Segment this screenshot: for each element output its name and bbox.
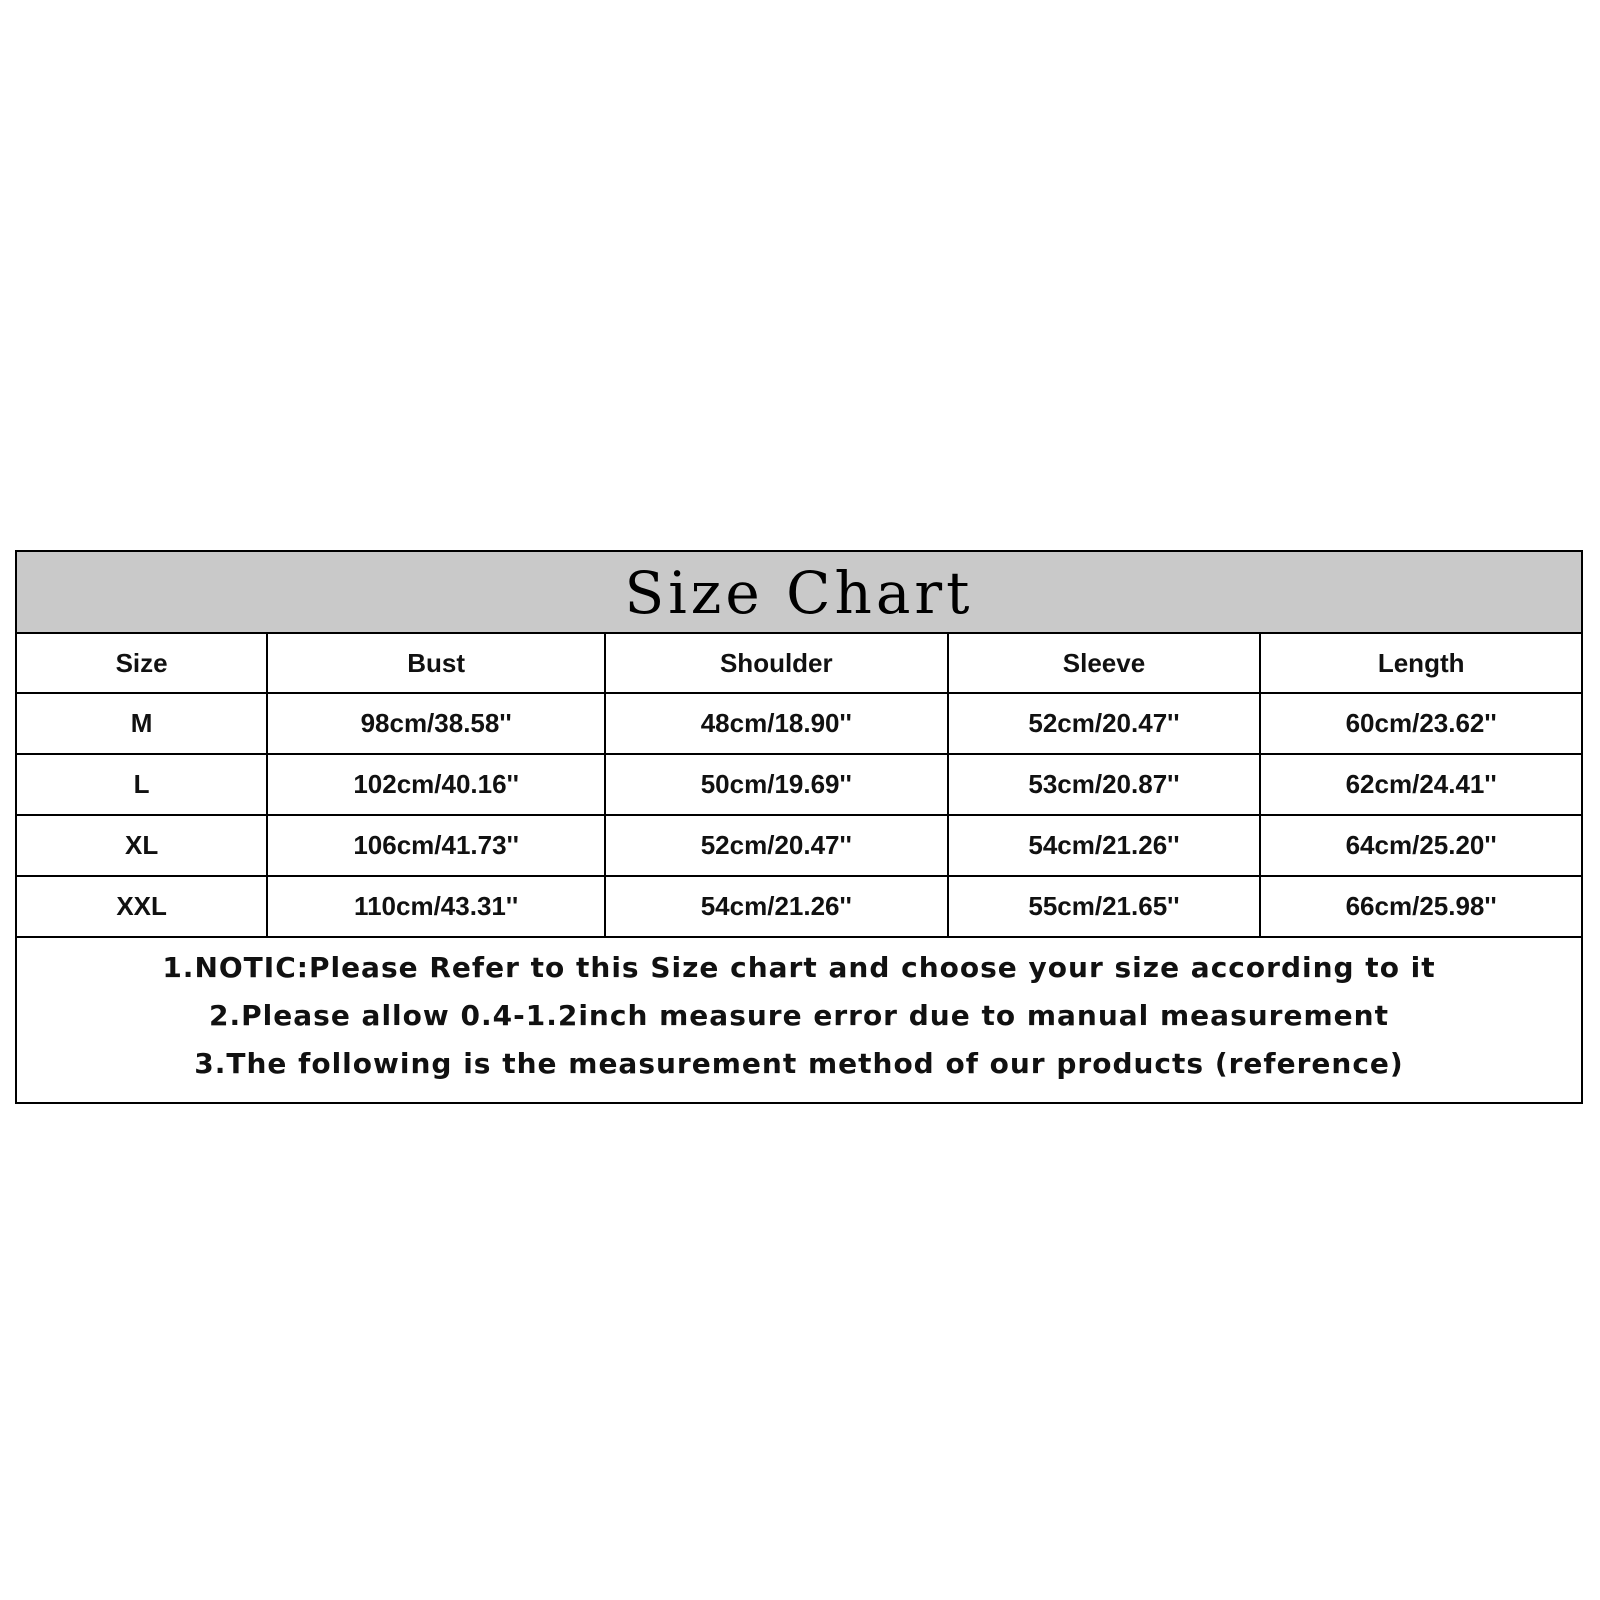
column-header-shoulder: Shoulder — [605, 634, 948, 693]
cell-bust: 98cm/38.58'' — [267, 693, 605, 754]
note-line-1: 1.NOTIC:Please Refer to this Size chart and choose your size according to it — [162, 951, 1436, 984]
cell-sleeve: 52cm/20.47'' — [948, 693, 1261, 754]
table-row — [17, 693, 1581, 754]
notes-section — [17, 938, 1581, 1102]
cell-size: M — [17, 693, 267, 754]
cell-shoulder: 52cm/20.47'' — [605, 815, 948, 876]
cell-shoulder: 48cm/18.90'' — [605, 693, 948, 754]
note-line-2: 2.Please allow 0.4-1.2inch measure error due to manual measurement — [209, 999, 1389, 1032]
cell-bust: 106cm/41.73'' — [267, 815, 605, 876]
size-chart — [15, 550, 1583, 1104]
cell-sleeve: 53cm/20.87'' — [948, 754, 1261, 815]
cell-length: 62cm/24.41'' — [1260, 754, 1581, 815]
cell-length: 66cm/25.98'' — [1260, 876, 1581, 937]
table-header-row — [17, 634, 1581, 693]
cell-sleeve: 55cm/21.65'' — [948, 876, 1261, 937]
column-header-length: Length — [1260, 634, 1581, 693]
cell-length: 64cm/25.20'' — [1260, 815, 1581, 876]
cell-size: XL — [17, 815, 267, 876]
note-line-3: 3.The following is the measurement method of our products (reference) — [194, 1047, 1404, 1080]
cell-bust: 110cm/43.31'' — [267, 876, 605, 937]
table-row — [17, 754, 1581, 815]
column-header-bust: Bust — [267, 634, 605, 693]
size-table — [17, 634, 1581, 938]
table-row — [17, 876, 1581, 937]
column-header-sleeve: Sleeve — [948, 634, 1261, 693]
chart-title: Size Chart — [17, 552, 1581, 634]
cell-bust: 102cm/40.16'' — [267, 754, 605, 815]
cell-shoulder: 50cm/19.69'' — [605, 754, 948, 815]
cell-size: L — [17, 754, 267, 815]
cell-sleeve: 54cm/21.26'' — [948, 815, 1261, 876]
cell-length: 60cm/23.62'' — [1260, 693, 1581, 754]
cell-size: XXL — [17, 876, 267, 937]
table-row — [17, 815, 1581, 876]
cell-shoulder: 54cm/21.26'' — [605, 876, 948, 937]
column-header-size: Size — [17, 634, 267, 693]
